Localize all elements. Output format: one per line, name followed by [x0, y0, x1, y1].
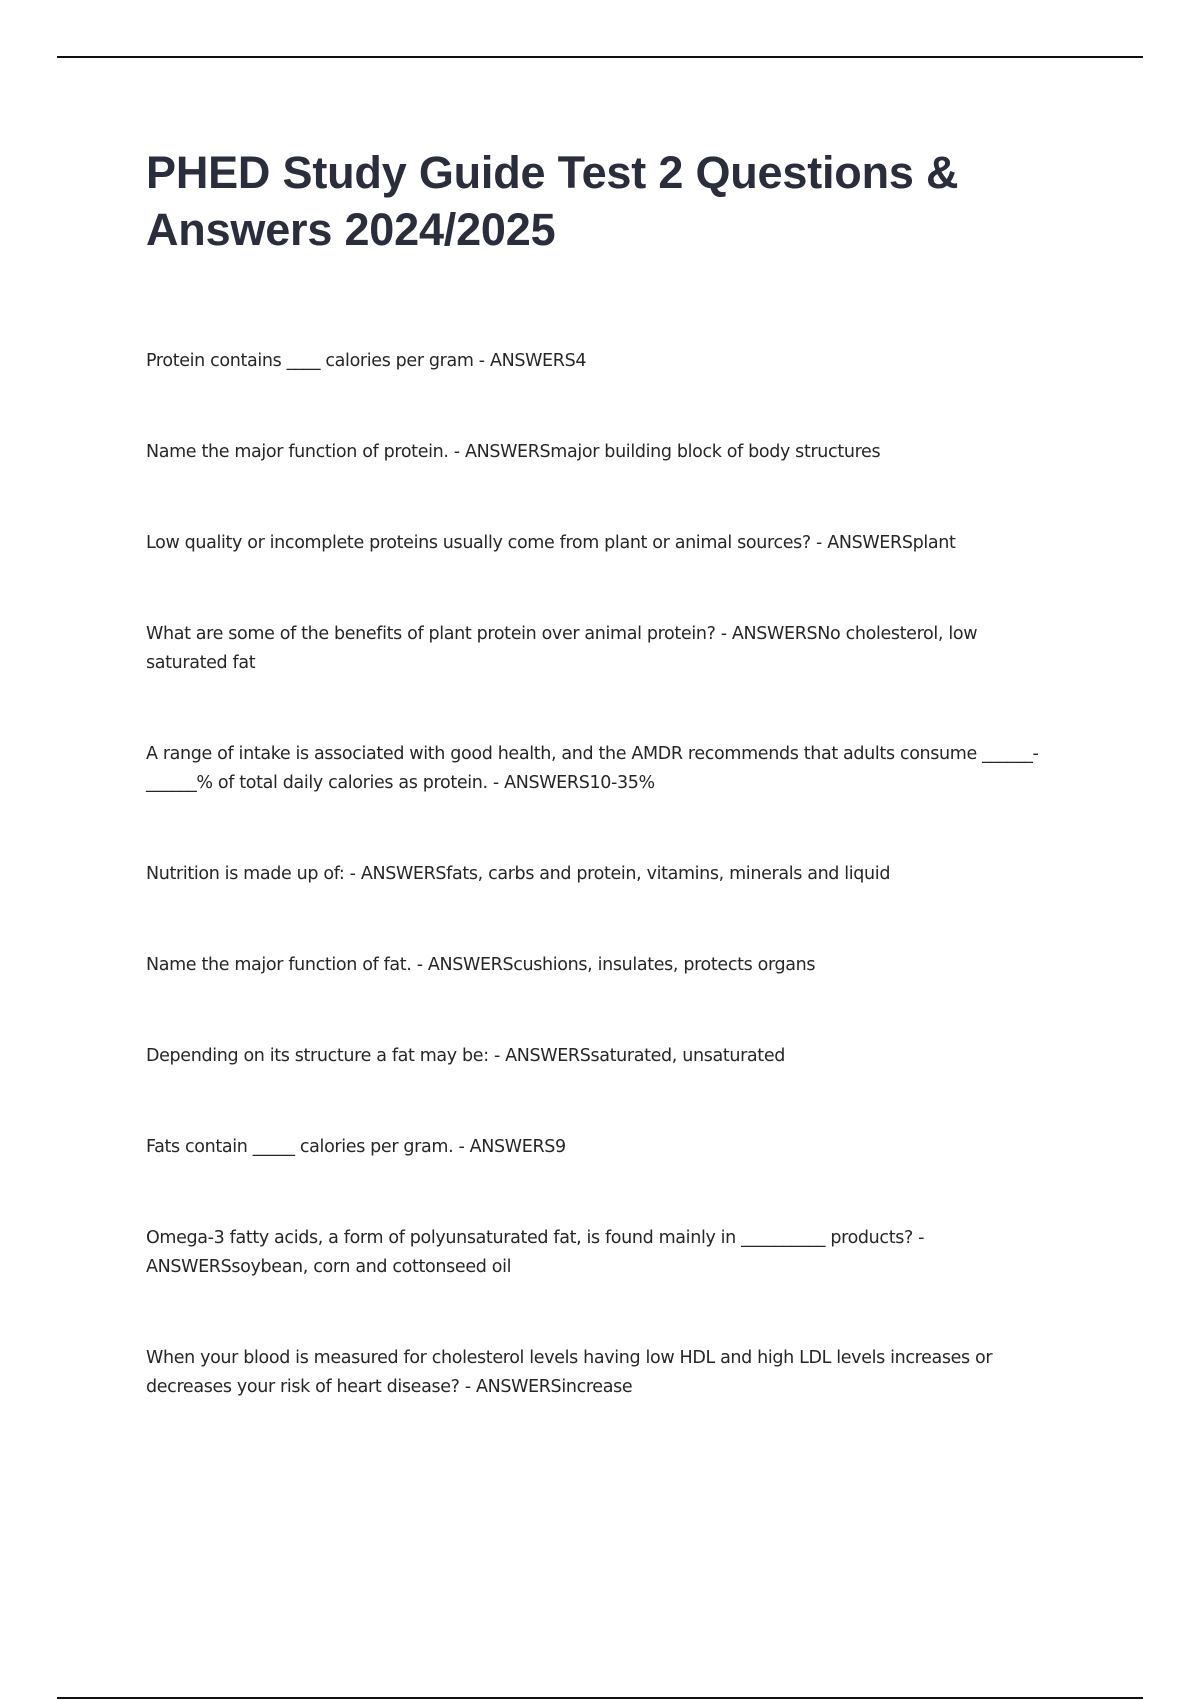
top-divider: [57, 56, 1143, 58]
qa-item-2: Name the major function of protein. - ANSWERSmajor building block of body structures: [146, 442, 881, 462]
qa-item-7: Name the major function of fat. - ANSWERScushions, insulates, protects organs: [146, 955, 816, 975]
qa-item-9: Fats contain _____ calories per gram. - ANSWERS9: [146, 1137, 566, 1157]
qa-item-1: Protein contains ____ calories per gram - ANSWERS4: [146, 351, 587, 371]
qa-item-11: When your blood is measured for cholesterol levels having low HDL and high LDL levels increases or decreases your risk of heart disease? - ANSWERSincrease: [146, 1348, 993, 1397]
document-title: PHED Study Guide Test 2 Questions & Answers 2024/2025: [146, 147, 959, 255]
qa-item-6: Nutrition is made up of: - ANSWERSfats, carbs and protein, vitamins, minerals and liquid: [146, 864, 891, 884]
qa-item-5: A range of intake is associated with good health, and the AMDR recommends that adults consume ______-______% of total daily calories as protein. - ANSWERS10-35%: [146, 744, 1039, 793]
bottom-divider: [57, 1697, 1143, 1699]
qa-item-8: Depending on its structure a fat may be: - ANSWERSsaturated, unsaturated: [146, 1046, 785, 1066]
qa-item-3: Low quality or incomplete proteins usually come from plant or animal sources? - ANSWERSplant: [146, 533, 956, 553]
qa-item-4: What are some of the benefits of plant protein over animal protein? - ANSWERSNo cholesterol, low saturated fat: [146, 624, 978, 673]
qa-item-10: Omega-3 fatty acids, a form of polyunsaturated fat, is found mainly in __________ products? - ANSWERSsoybean, corn and cottonseed oil: [146, 1228, 925, 1277]
